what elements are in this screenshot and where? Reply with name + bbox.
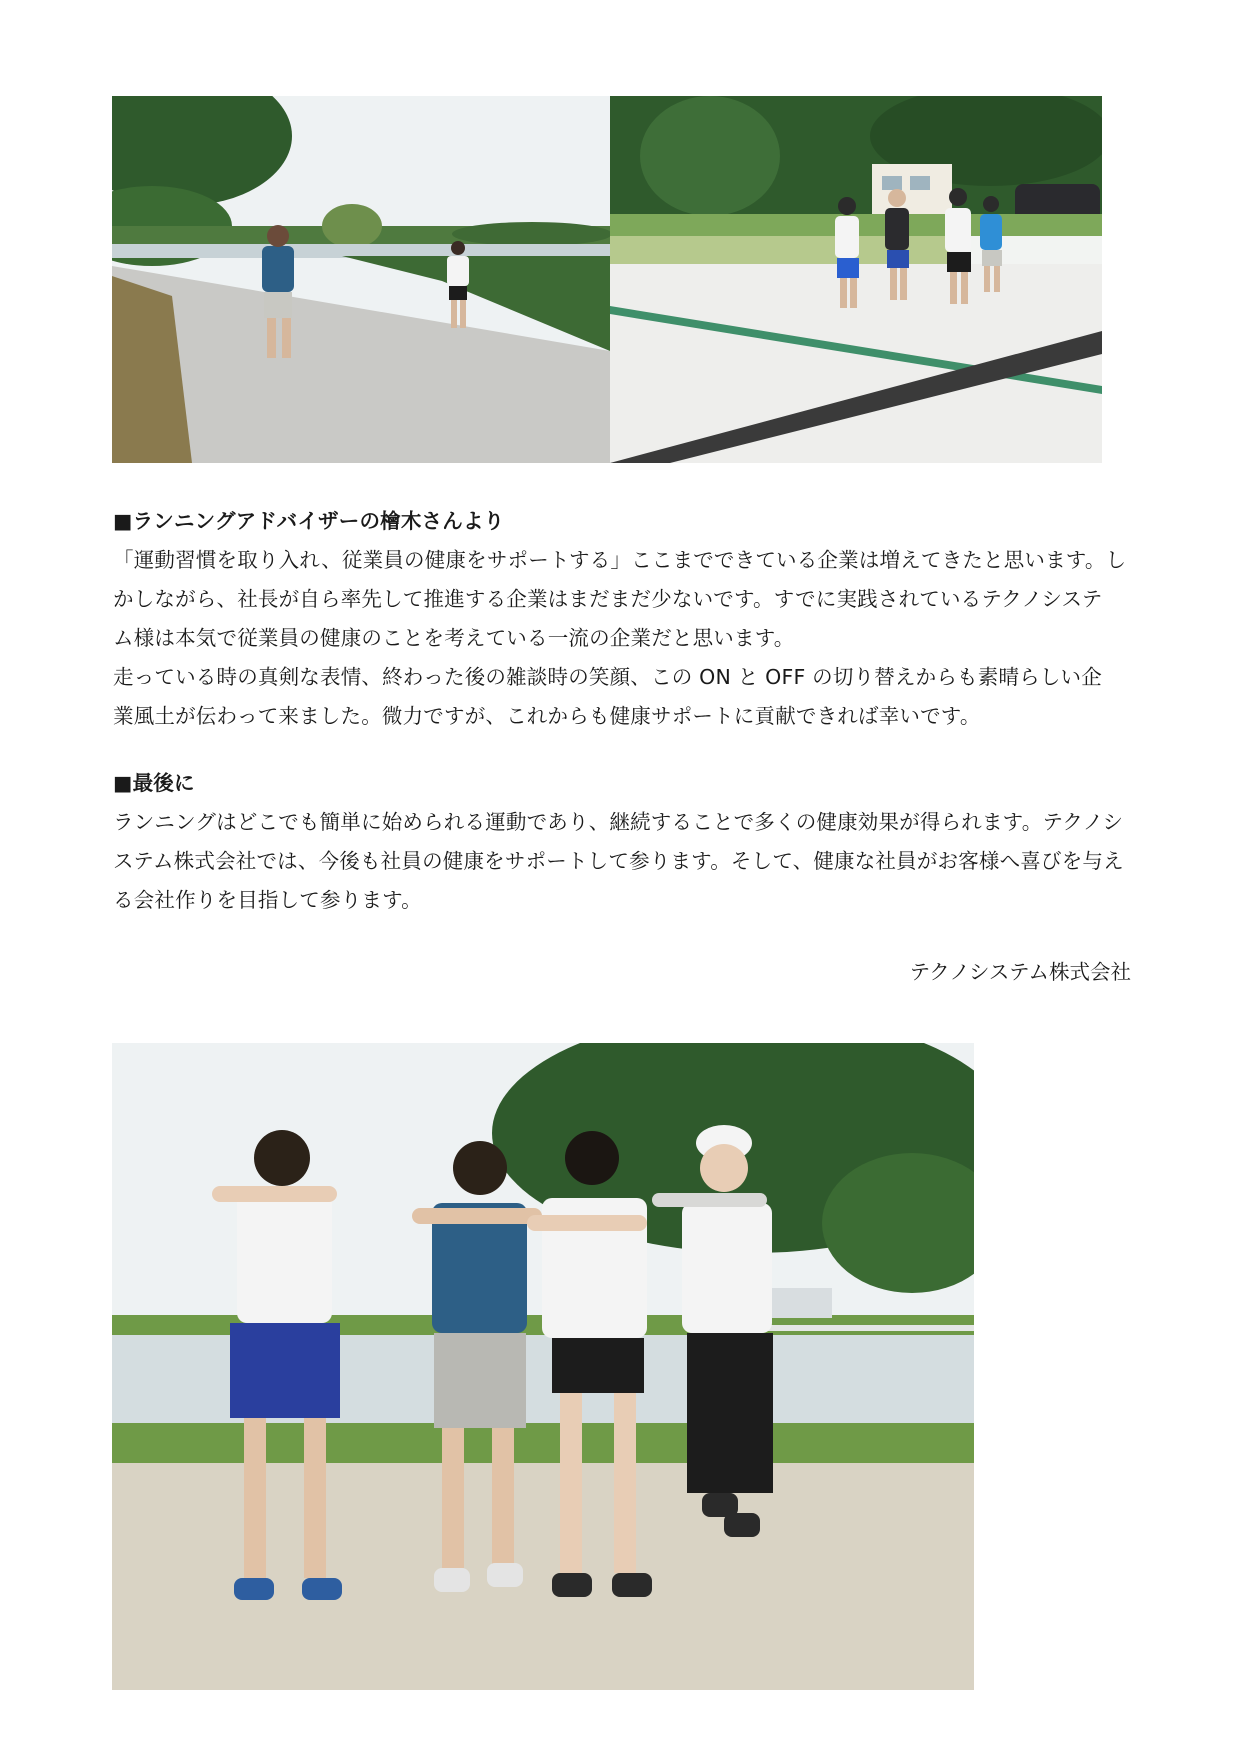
- company-signature: テクノシステム株式会社: [909, 960, 1131, 984]
- paragraph-line: 業風土が伝わって来ました。微力ですが、これからも健康サポートに貢献できれば幸いです。: [113, 704, 981, 728]
- closing-heading: ■最後に: [113, 771, 195, 795]
- paragraph-line: る会社作りを目指して参ります。: [113, 888, 422, 912]
- paragraph-line: かしながら、社長が自ら率先して推進する企業はまだまだ少ないです。すでに実践されているテクノシステ: [113, 587, 1103, 611]
- photo-group-pose-pond: [112, 1043, 974, 1690]
- photo-park-runners-path: [112, 96, 610, 463]
- advisor-heading: ■ランニングアドバイザーの檜木さんより: [113, 509, 505, 533]
- paragraph-line: ランニングはどこでも簡単に始められる運動であり、継続することで多くの健康効果が得られます。テクノシ: [113, 810, 1124, 834]
- paragraph-line: 走っている時の真剣な表情、終わった後の雑談時の笑顔、この ON と OFF の切り替えからも素晴らしい企: [113, 665, 1102, 689]
- closing-section: [113, 764, 1131, 920]
- paragraph-line: ム様は本気で従業員の健康のことを考えている一流の企業だと思います。: [113, 626, 795, 650]
- paragraph-line: ステム株式会社では、今後も社員の健康をサポートして参ります。そして、健康な社員がお客様へ喜びを与え: [113, 849, 1124, 873]
- photo-group-runners-road: [610, 96, 1102, 463]
- advisor-section: [113, 502, 1131, 736]
- paragraph-line: 「運動習慣を取り入れ、従業員の健康をサポートする」ここまでできている企業は増えてきたと思います。し: [113, 548, 1127, 572]
